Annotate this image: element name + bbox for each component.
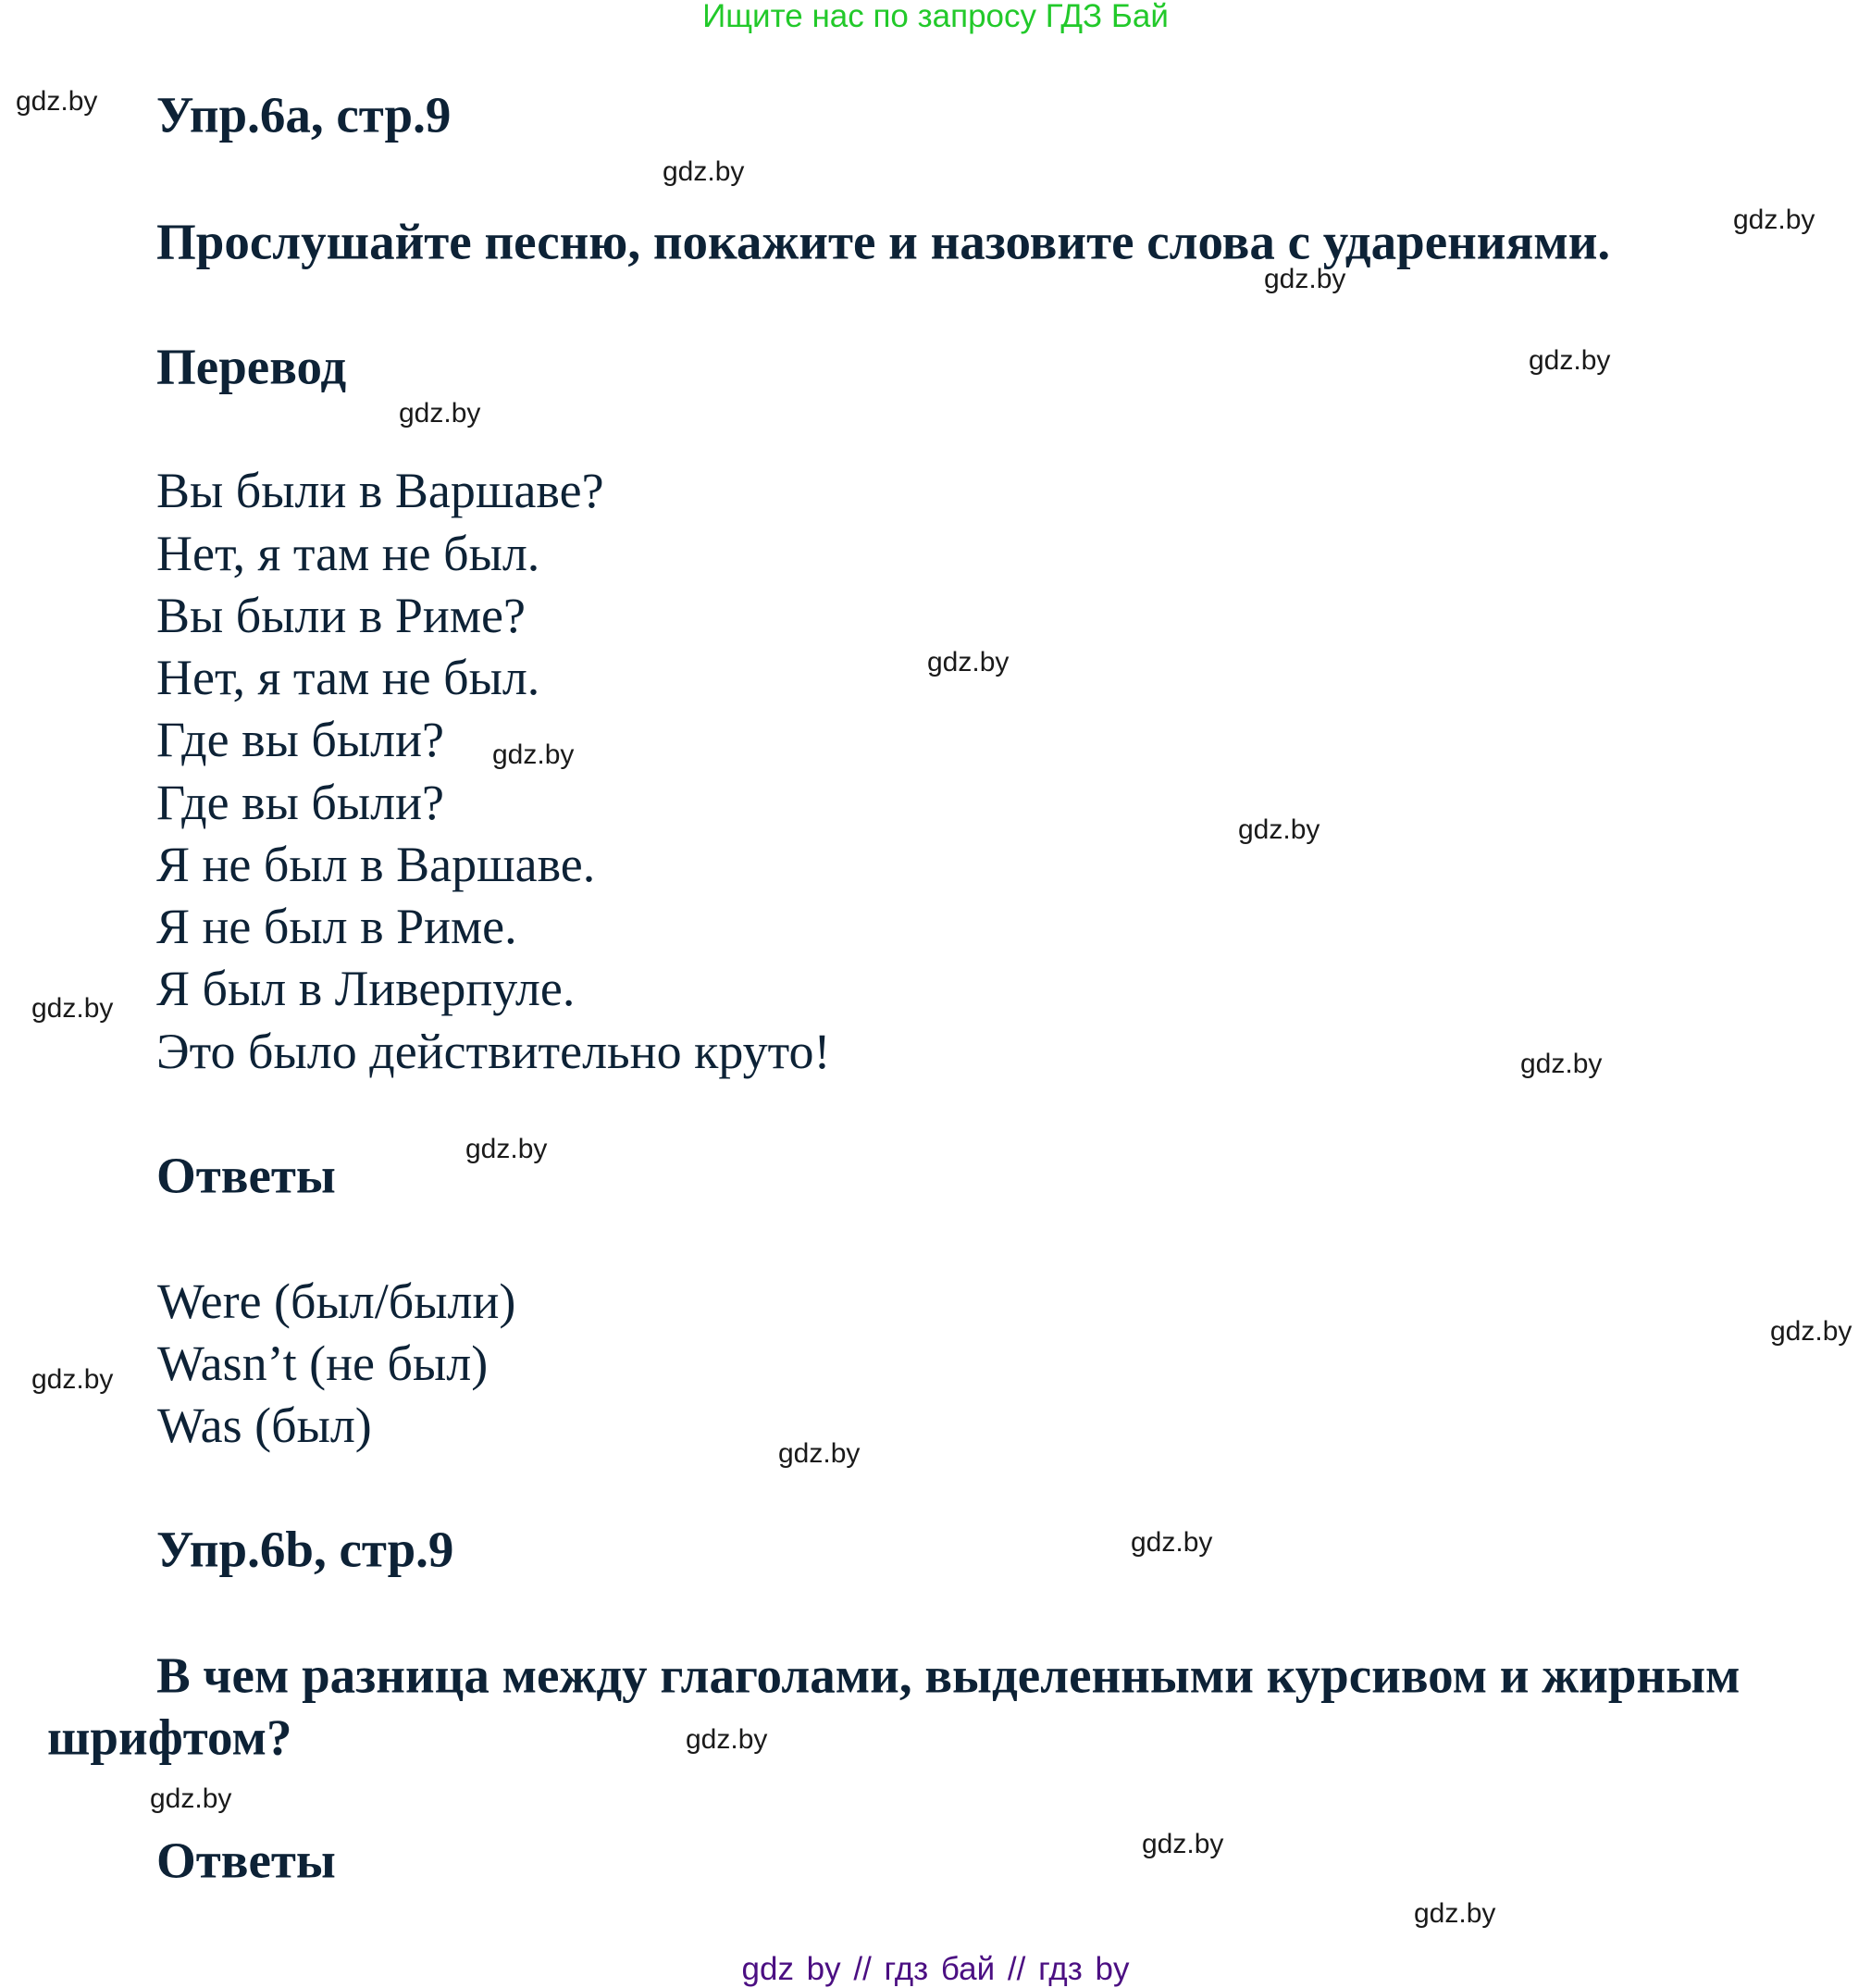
watermark: gdz.by (686, 1724, 768, 1755)
watermark: gdz.by (16, 86, 98, 117)
translation-line: Я не был в Риме. (156, 899, 517, 954)
translation-line: Вы были в Варшаве? (156, 463, 604, 518)
exercise-6a-title: Упр.6a, стр.9 (156, 86, 452, 143)
answers-heading: Ответы (156, 1832, 336, 1889)
watermark: gdz.by (927, 647, 1010, 677)
answer-line: Were (был/были) (157, 1274, 516, 1329)
watermark: gdz.by (1529, 345, 1611, 376)
exercise-6b-instruction: В чем разница между глаголами, выделенными курсивом и жирным (156, 1646, 1741, 1704)
translation-line: Я был в Ливерпуле. (156, 961, 576, 1016)
answers-heading: Ответы (156, 1147, 336, 1204)
watermark: gdz.by (778, 1438, 861, 1469)
watermark: gdz.by (1131, 1527, 1213, 1558)
watermark: gdz.by (1733, 205, 1815, 235)
watermark: gdz.by (150, 1783, 232, 1814)
watermark: gdz.by (663, 156, 745, 187)
translation-line: Нет, я там не был. (156, 526, 540, 581)
watermark: gdz.by (465, 1134, 548, 1164)
exercise-6b-instruction-cont: шрифтом? (47, 1708, 292, 1766)
watermark: gdz.by (1770, 1316, 1852, 1347)
watermark: gdz.by (399, 398, 481, 429)
watermark: gdz.by (1238, 814, 1320, 845)
translation-heading: Перевод (156, 338, 347, 395)
search-banner[interactable]: Ищите нас по запросу ГДЗ Бай (702, 0, 1169, 34)
watermark: gdz.by (1142, 1829, 1224, 1859)
translation-line: Вы были в Риме? (156, 588, 526, 643)
watermark: gdz.by (1264, 264, 1346, 294)
exercise-6b-title: Упр.6b, стр.9 (156, 1521, 454, 1578)
watermark: gdz.by (31, 1364, 114, 1395)
answer-line: Was (был) (157, 1398, 372, 1453)
watermark: gdz.by (1520, 1049, 1603, 1079)
translation-line: Это было действительно круто! (156, 1024, 831, 1079)
exercise-6a-instruction: Прослушайте песню, покажите и назовите слова с ударениями. (156, 213, 1611, 270)
translation-line: Я не был в Варшаве. (156, 837, 596, 892)
translation-line: Где вы были? (156, 712, 444, 767)
translation-line: Нет, я там не был. (156, 650, 540, 705)
watermark: gdz.by (31, 993, 114, 1024)
footer-links[interactable]: gdz by // гдз бай // гдз by (741, 1951, 1130, 1987)
watermark: gdz.by (1414, 1898, 1496, 1929)
watermark: gdz.by (492, 739, 575, 770)
translation-line: Где вы были? (156, 775, 444, 830)
answer-line: Wasn’t (не был) (157, 1336, 489, 1391)
